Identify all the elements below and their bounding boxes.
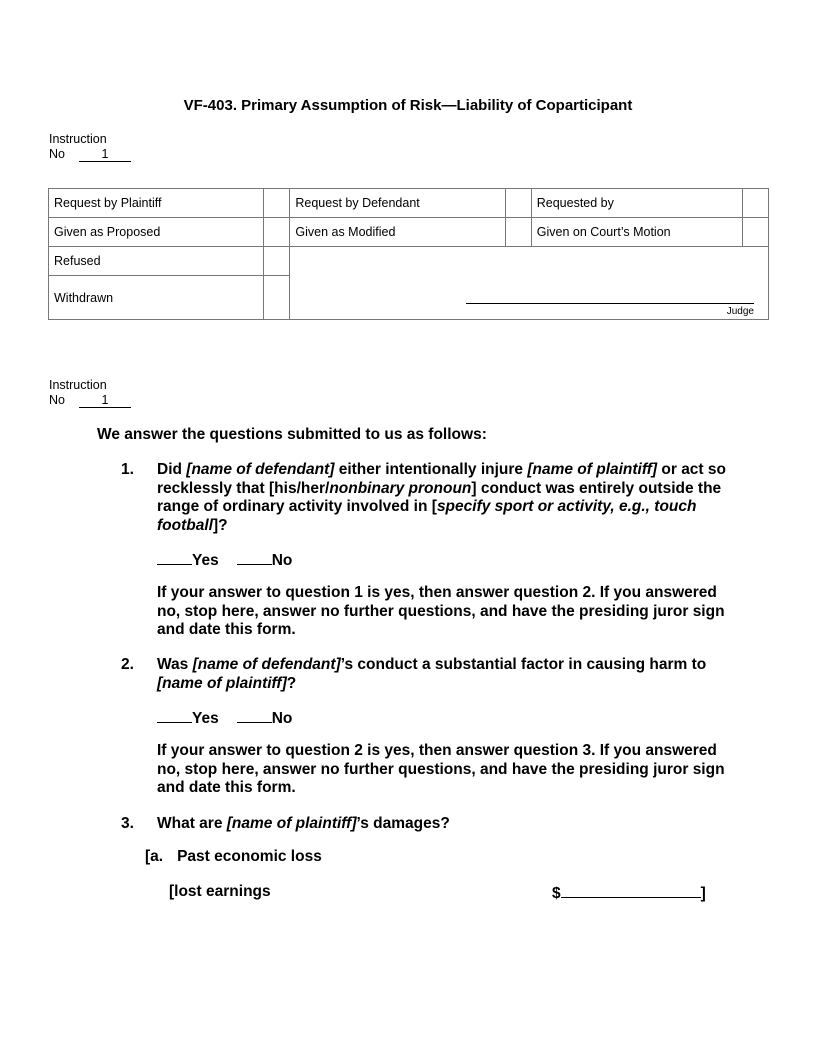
subquestion-a xyxy=(145,848,322,867)
instruction-label: Instruction xyxy=(49,132,107,146)
lost-earnings-amount xyxy=(552,883,706,904)
given-as-proposed-label: Given as Proposed xyxy=(49,218,264,247)
no-label: No xyxy=(271,552,293,569)
no-label: No xyxy=(49,393,65,407)
given-as-proposed-checkbox[interactable] xyxy=(264,218,290,247)
instruction-number-field[interactable]: 1 xyxy=(79,148,131,162)
instruction-label: Instruction xyxy=(49,378,107,392)
request-by-plaintiff-checkbox[interactable] xyxy=(264,189,290,218)
yes-label: Yes xyxy=(192,552,219,569)
request-table xyxy=(48,188,769,320)
requested-by-checkbox[interactable] xyxy=(742,189,768,218)
question-2-yes-blank[interactable] xyxy=(157,708,192,723)
yes-label: Yes xyxy=(192,710,219,727)
withdrawn-checkbox[interactable] xyxy=(264,276,290,320)
question-3-text: What are [name of plaintiff]’s damages? xyxy=(157,815,450,832)
request-by-defendant-label: Request by Defendant xyxy=(290,189,505,218)
given-on-courts-motion-checkbox[interactable] xyxy=(742,218,768,247)
question-1-yes-blank[interactable] xyxy=(157,550,192,565)
lost-earnings-amount-field[interactable] xyxy=(561,883,701,898)
judge-signature-line[interactable] xyxy=(466,303,754,304)
instruction-number-block-2 xyxy=(49,378,131,408)
question-1-number: 1. xyxy=(121,461,134,478)
dollar-sign: $ xyxy=(552,885,561,902)
refused-checkbox[interactable] xyxy=(264,247,290,276)
question-3-number: 3. xyxy=(121,815,134,832)
page-title: VF-403. Primary Assumption of Risk—Liability of Coparticipant xyxy=(183,97,633,114)
no-label: No xyxy=(271,710,293,727)
close-bracket: ] xyxy=(700,885,706,902)
no-label: No xyxy=(49,147,65,161)
judge-signature-area xyxy=(290,247,769,320)
question-2-text: Was [name of defendant]’s conduct a substantial factor in causing harm to [name of plaintiff]? xyxy=(157,656,707,692)
question-2-answer xyxy=(157,708,292,729)
question-1-answer xyxy=(157,550,292,571)
refused-label: Refused xyxy=(49,247,264,276)
subquestion-a-text: Past economic loss xyxy=(177,848,322,865)
judge-label: Judge xyxy=(726,306,754,317)
requested-by-label: Requested by xyxy=(531,189,742,218)
intro-text: We answer the questions submitted to us as follows: xyxy=(97,426,487,443)
instruction-number-field[interactable]: 1 xyxy=(79,394,131,408)
question-1-no-blank[interactable] xyxy=(237,550,272,565)
withdrawn-label: Withdrawn xyxy=(49,276,264,320)
request-by-plaintiff-label: Request by Plaintiff xyxy=(49,189,264,218)
question-1-instruction: If your answer to question 1 is yes, then answer question 2. If you answered no, stop here, answer no further questions, and have the presiding juror sign and date this form. xyxy=(157,584,725,638)
question-1-text: Did [name of defendant] either intentionally injure [name of plaintiff] or act so recklessly that [his/her/nonbinary pronoun] conduct was entirely outside the range of ordinary activity involved in [specify sport or activity, e.g., touch football]? xyxy=(157,461,726,534)
question-2-number: 2. xyxy=(121,656,134,673)
request-by-defendant-checkbox[interactable] xyxy=(505,189,531,218)
subquestion-a-label: [a. xyxy=(145,848,164,865)
question-2-no-blank[interactable] xyxy=(237,708,272,723)
question-2-instruction: If your answer to question 2 is yes, then answer question 3. If you answered no, stop here, answer no further questions, and have the presiding juror sign and date this form. xyxy=(157,742,725,796)
given-as-modified-label: Given as Modified xyxy=(290,218,505,247)
given-on-courts-motion-label: Given on Court’s Motion xyxy=(531,218,742,247)
given-as-modified-checkbox[interactable] xyxy=(505,218,531,247)
lost-earnings-label: [lost earnings xyxy=(169,883,271,900)
instruction-number-block xyxy=(49,132,131,162)
